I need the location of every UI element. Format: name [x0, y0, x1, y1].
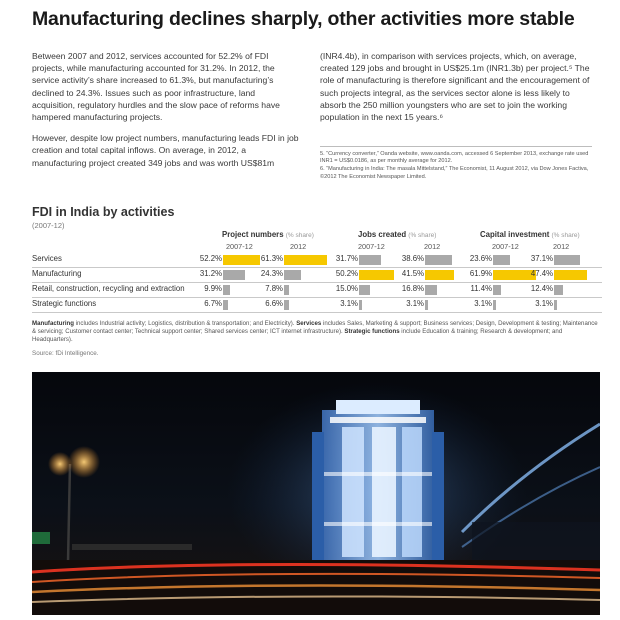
- year-header: 2007-12: [492, 242, 519, 251]
- cell-value: 23.6%: [469, 254, 492, 263]
- cell-value: 3.1%: [474, 299, 492, 308]
- notes-term: Manufacturing: [32, 320, 74, 327]
- cell-value: 15.0%: [335, 284, 358, 293]
- body-column-left: [32, 50, 300, 178]
- cell-bar: [554, 270, 587, 280]
- cell-bar: [223, 300, 228, 310]
- group-header-capital-investment: [480, 230, 580, 239]
- year-header: 2007-12: [226, 242, 253, 251]
- cell-bar: [284, 270, 301, 280]
- cell-bar: [284, 285, 289, 295]
- cell-bar: [223, 285, 230, 295]
- cell-value: 61.3%: [260, 254, 283, 263]
- cell-value: 38.6%: [401, 254, 424, 263]
- cell-bar: [425, 270, 454, 280]
- cell-bar: [223, 270, 245, 280]
- body-paragraph: However, despite low project numbers, manufacturing leads FDI in job creation and total capital inflows. On average, in 2012, a manufacturing project created 349 jobs and was worth US$81m: [32, 133, 299, 168]
- cell-bar: [493, 285, 501, 295]
- cell-value: 24.3%: [260, 269, 283, 278]
- year-header: 2012: [424, 242, 441, 251]
- cell-value: 3.1%: [340, 299, 358, 308]
- table-row: [32, 268, 602, 283]
- cell-value: 7.8%: [265, 284, 283, 293]
- share-note: (% share): [408, 232, 437, 239]
- notes-term: Services: [296, 320, 322, 327]
- table-notes: [32, 320, 602, 343]
- footnote-5: 5. “Currency converter,” Oanda website, www.oanda.com, accessed 6 September 2013, exchange rate used INR1 = US$0.0186, as per monthly average for 2012.: [320, 151, 589, 165]
- cell-value: 50.2%: [335, 269, 358, 278]
- group-label: Project numbers: [222, 230, 284, 239]
- table-title: FDI in India by activities: [32, 205, 175, 219]
- cell-bar: [554, 255, 580, 265]
- cell-value: 61.9%: [469, 269, 492, 278]
- cell-bar: [425, 255, 452, 265]
- cell-value: 3.1%: [535, 299, 553, 308]
- group-header-jobs-created: [358, 230, 436, 239]
- row-label: Strategic functions: [32, 299, 97, 308]
- row-label: Manufacturing: [32, 269, 82, 278]
- group-label: Capital investment: [480, 230, 550, 239]
- body-paragraph: (INR4.4b), in comparison with services projects, which, on average, created 129 jobs and brought in US$25.1m (INR1.3b) per project.⁵ The role of manufacturing is therefore significant and the encouragement of such projects integral, as the services sector alone is less likely to absorb the 250 million youngsters who are set to join the working population in the next 15 years.⁶: [320, 51, 590, 123]
- cell-value: 3.1%: [406, 299, 424, 308]
- table-row: [32, 283, 602, 298]
- cell-value: 41.5%: [401, 269, 424, 278]
- cell-value: 6.7%: [204, 299, 222, 308]
- photo-illustration: [32, 372, 600, 615]
- table-subtitle: (2007-12): [32, 221, 65, 230]
- cell-bar: [493, 300, 496, 310]
- cell-value: 16.8%: [401, 284, 424, 293]
- notes-term: Strategic functions: [344, 327, 400, 335]
- cell-bar: [359, 270, 394, 280]
- notes-text: includes Industrial activity; Logistics, distribution & transportation; and Electricity).: [73, 320, 295, 327]
- cell-bar: [284, 255, 327, 265]
- year-header: 2012: [553, 242, 570, 251]
- cell-bar: [493, 255, 510, 265]
- cell-bar: [284, 300, 289, 310]
- page-title: Manufacturing declines sharply, other activities more stable: [32, 8, 575, 30]
- cell-bar: [359, 300, 362, 310]
- source-note: Source: fDi Intelligence.: [32, 350, 99, 357]
- year-header: 2012: [290, 242, 307, 251]
- row-label: Services: [32, 254, 62, 263]
- year-header: 2007-12: [358, 242, 385, 251]
- cell-value: 31.7%: [335, 254, 358, 263]
- cell-value: 6.6%: [265, 299, 283, 308]
- cell-bar: [425, 285, 437, 295]
- cell-value: 37.1%: [530, 254, 553, 263]
- cell-bar: [554, 300, 557, 310]
- cell-value: 9.9%: [204, 284, 222, 293]
- group-label: Jobs created: [358, 230, 407, 239]
- row-label: Retail, construction, recycling and extraction: [32, 284, 185, 293]
- table-row: [32, 298, 602, 313]
- cell-value: 11.4%: [470, 284, 492, 293]
- cell-bar: [359, 285, 370, 295]
- cell-bar: [554, 285, 563, 295]
- footnotes: [320, 146, 592, 182]
- notes-text: includes Sales, Marketing & support; Business services; Design, Development & testing; Maintenance & servicing; Customer contact center; Technical support center; Shared services center; ICT internet infrastructure).: [32, 320, 598, 335]
- group-header-project-numbers: [222, 230, 314, 239]
- cell-bar: [359, 255, 381, 265]
- cell-value: 12.4%: [530, 284, 553, 293]
- notes-text: include Education & training; Research & development; and Headquarters).: [32, 327, 563, 343]
- table-row: [32, 253, 602, 268]
- footnote-6: 6. “Manufacturing in India: The masala Mittelstand,” The Economist, 11 August 2012, via Dow Jones Factiva, ©2012 The Economist Newspaper Limited.: [320, 166, 589, 180]
- share-note: (% share): [285, 232, 314, 239]
- share-note: (% share): [551, 232, 580, 239]
- cell-value: 31.2%: [199, 269, 222, 278]
- cell-bar: [425, 300, 428, 310]
- cell-value: 52.2%: [199, 254, 222, 263]
- cell-value: 47.4%: [530, 269, 553, 278]
- body-paragraph: Between 2007 and 2012, services accounted for 52.2% of FDI projects, while manufacturing accounted for 31.2%. In 2012, the service activity’s share increased to 61.3%, but manufacturing’s declined to 24.3%. Issues such as poor infrastructure, land acquisition, regulatory hurdles and the slow pace of reforms have hampered manufacturing projects.: [32, 51, 280, 123]
- body-column-right: [320, 50, 592, 132]
- night-city-photo: [32, 372, 600, 615]
